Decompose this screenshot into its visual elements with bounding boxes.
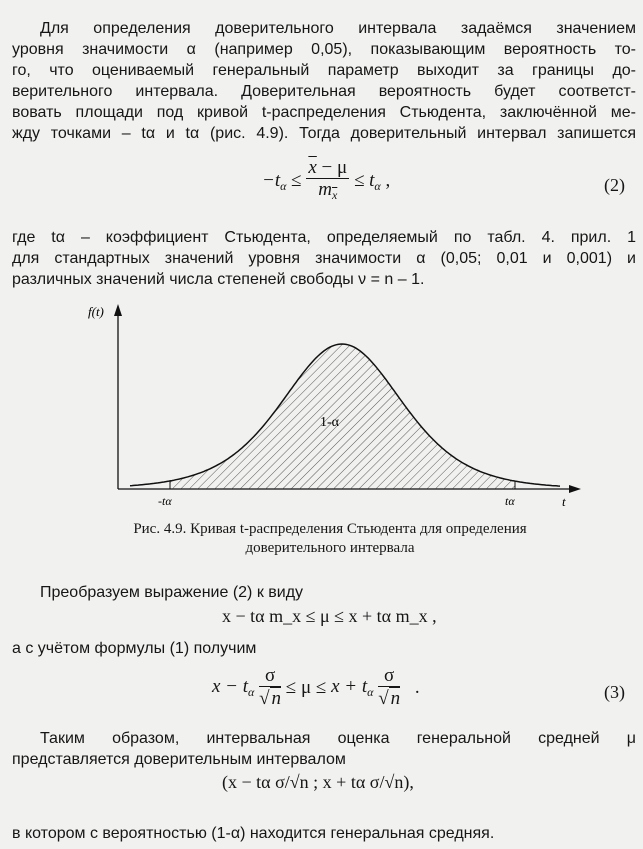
where-line: различных значений числа степеней свободы ν = n – 1. bbox=[12, 271, 425, 288]
followup-paragraph: а с учётом формулы (1) получим bbox=[12, 640, 257, 657]
x-axis-arrow bbox=[569, 485, 581, 493]
equation-3: $x - t_\alpha$ $\frac{\sigma}{√ n}$ ≤ $\mu \le x + t_\alpha$ $\frac{\sigma}{√ n}$ . bbox=[212, 665, 420, 709]
equation-2: $-t_\alpha$ ≤ $\frac{\overline{x} - \mu}{m_{\overline{x}}}$ ≤ $t_\alpha$ , bbox=[262, 157, 391, 202]
intro-line: Для определения доверительного интервала задаёмся значением bbox=[40, 20, 636, 37]
intro-line: го, что оцениваемый генеральный параметр выходит за границы до- bbox=[12, 62, 636, 79]
confidence-area bbox=[170, 344, 515, 489]
where-line: для стандартных значений уровня значимости α (0,05; 0,01 и 0,001) и bbox=[12, 250, 636, 267]
transform-expression: x − tα m_x ≤ μ ≤ x + tα m_x , bbox=[222, 606, 437, 626]
intro-line: вовать площади под кривой t-распределения Стьюдента, заключённой ме- bbox=[12, 104, 636, 121]
transform-paragraph: Преобразуем выражение (2) к виду bbox=[40, 584, 304, 601]
intro-line: верительного интервала. Доверительная вероятность будет соответст- bbox=[12, 83, 636, 100]
figure-caption: Рис. 4.9. Кривая t-распределения Стьюдента для определения доверительного интервала bbox=[133, 521, 527, 556]
y-axis-arrow bbox=[114, 304, 122, 316]
intro-paragraph bbox=[12, 18, 636, 144]
intro-line: жду точками – tα и tα (рис. 4.9). Тогда доверительный интервал запишется bbox=[12, 125, 636, 142]
interval-expression: (x − tα σ/√n ; x + tα σ/√n), bbox=[222, 772, 414, 792]
final-paragraph: в котором с вероятностью (1-α) находится генеральная средняя. bbox=[12, 825, 495, 842]
area-label: 1-α bbox=[320, 415, 339, 430]
where-line: где tα – коэффициент Стьюдента, определяемый по табл. 4. прил. 1 bbox=[12, 229, 636, 246]
tick-right-label: tα bbox=[505, 494, 515, 508]
student-t-chart bbox=[0, 296, 643, 516]
conclusion-paragraph: Таким образом, интервальная оценка генеральной средней μ представляется доверительным интервалом bbox=[12, 730, 636, 768]
x-axis-label: t bbox=[562, 494, 566, 509]
y-axis-label: f(t) bbox=[88, 304, 104, 319]
equation-3-number: (3) bbox=[604, 682, 625, 702]
intro-line: уровня значимости α (например 0,05), показывающим вероятность то- bbox=[12, 41, 636, 58]
where-paragraph bbox=[12, 227, 636, 290]
equation-2-number: (2) bbox=[604, 175, 625, 195]
tick-left-label: -tα bbox=[158, 494, 172, 508]
